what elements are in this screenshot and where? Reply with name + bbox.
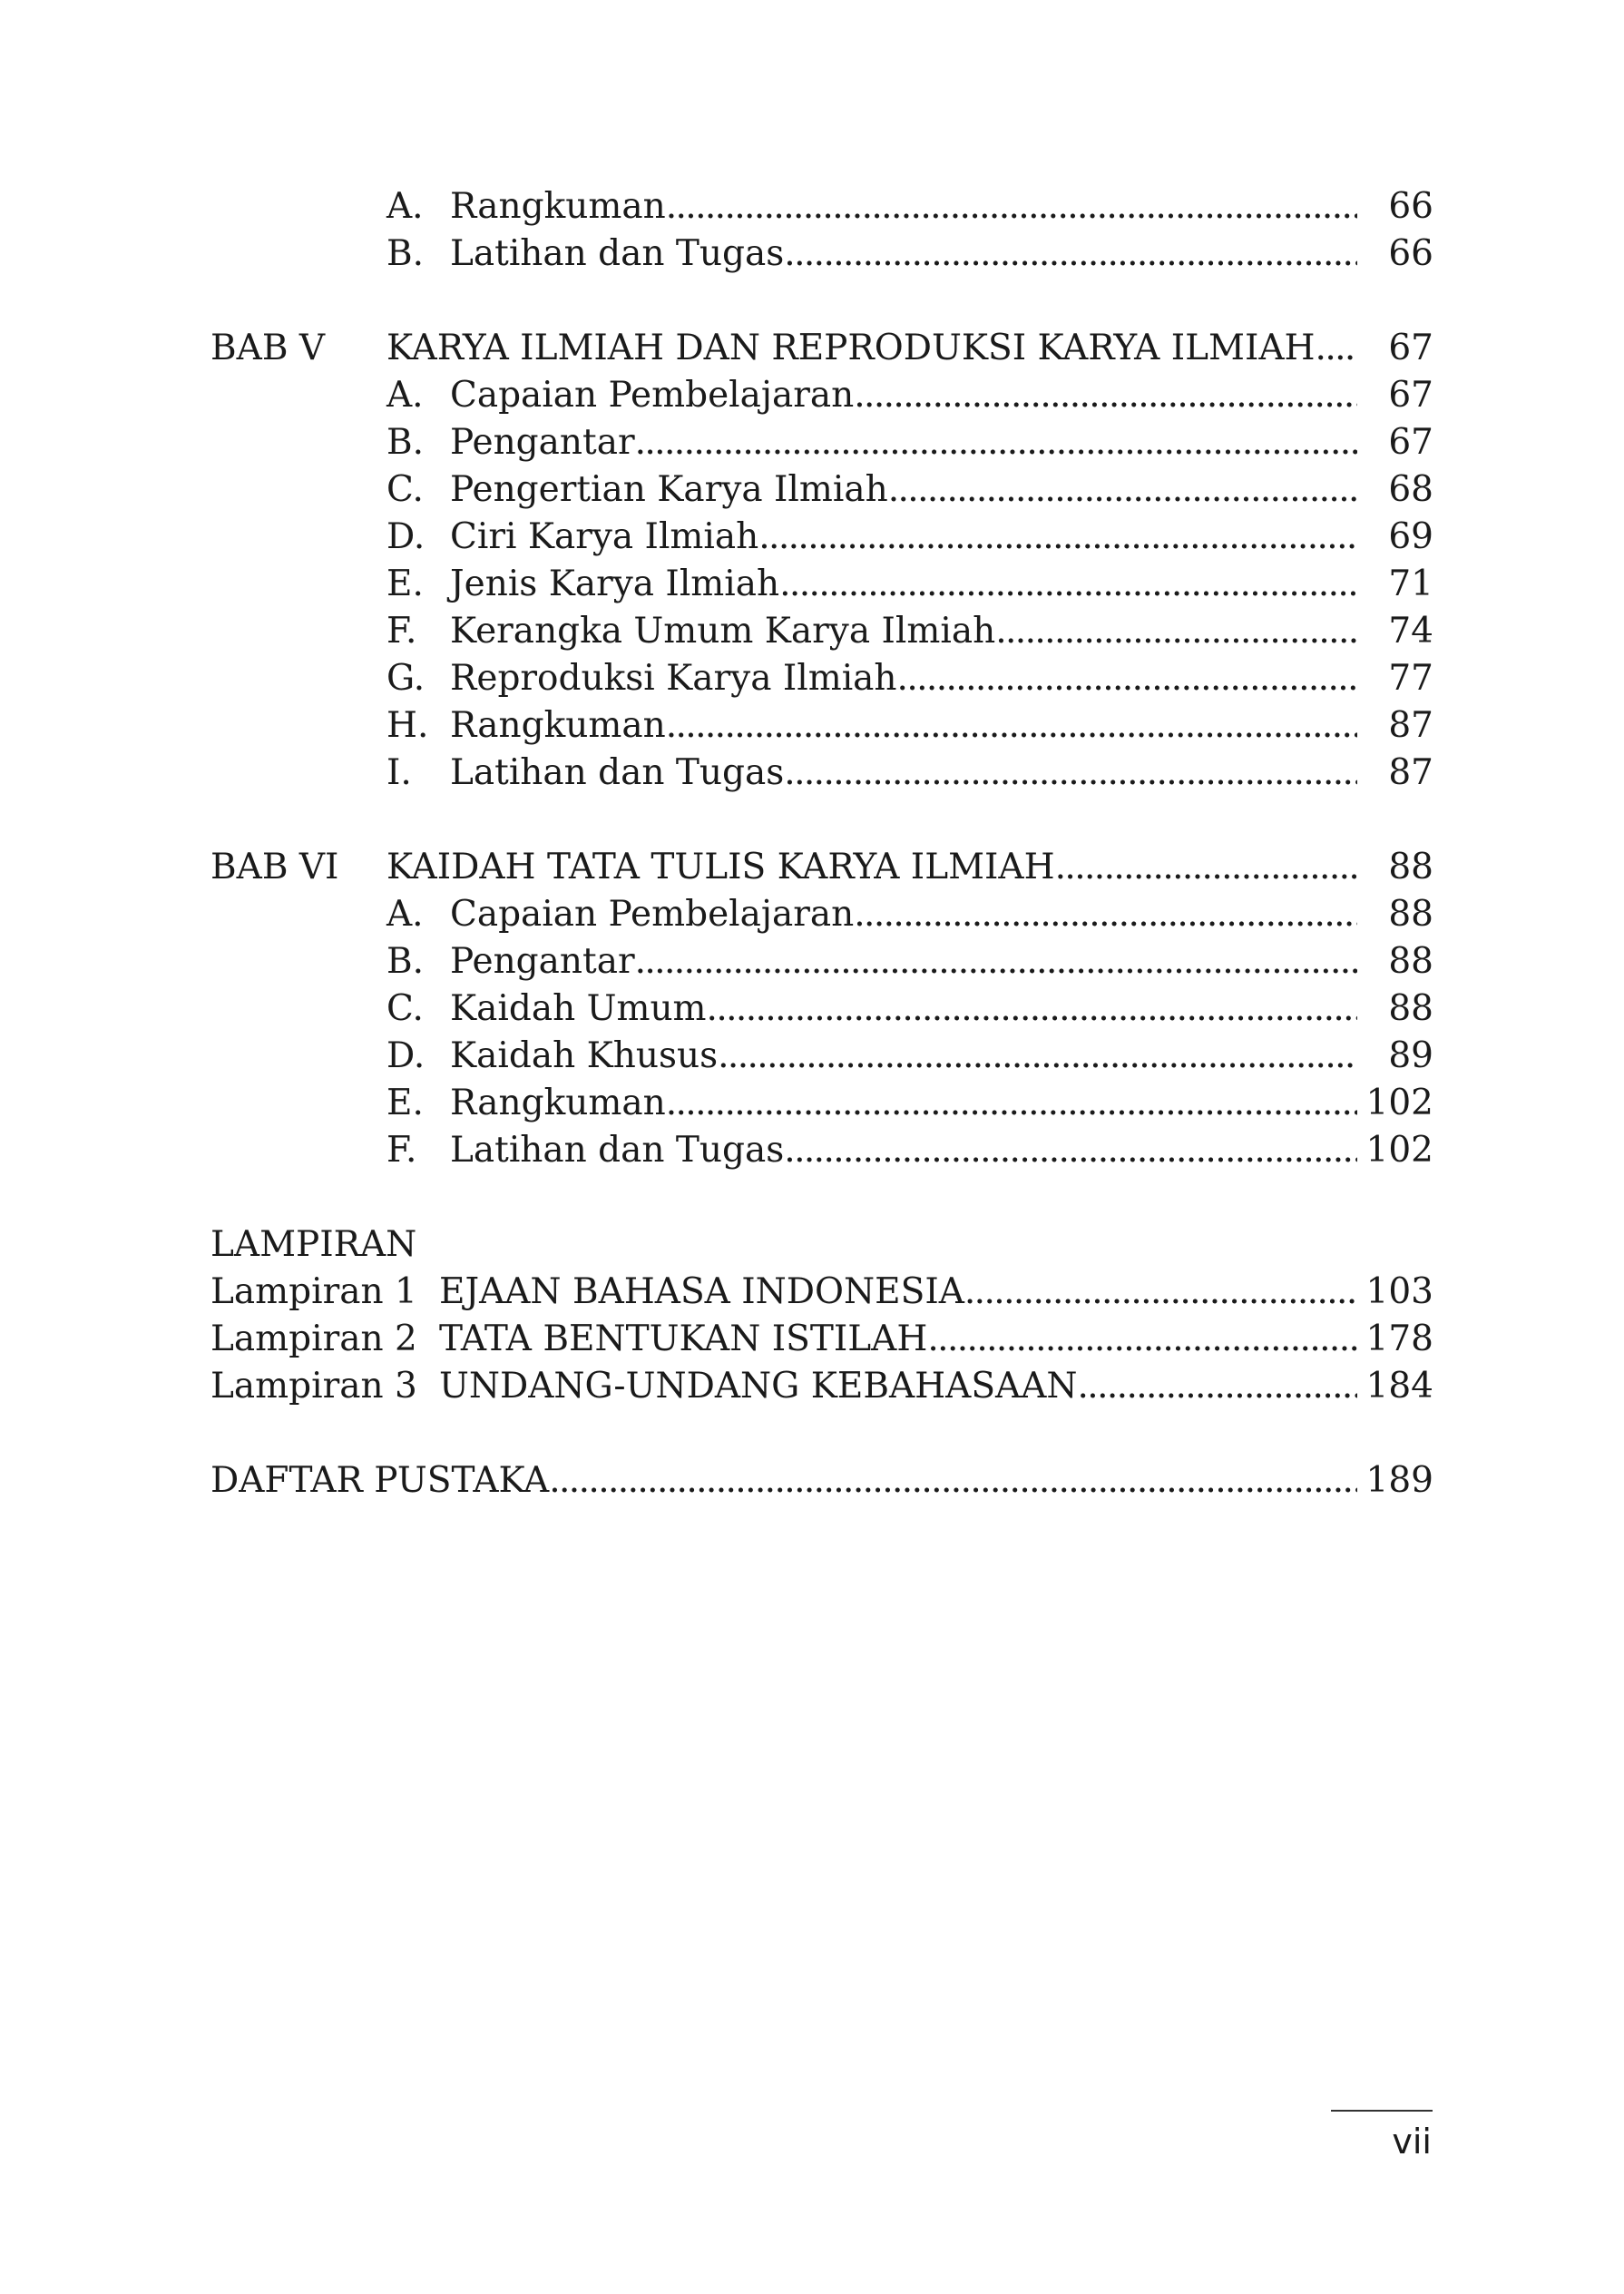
toc-marker: D. xyxy=(386,516,426,557)
toc-title: Capaian Pembelajaran xyxy=(450,375,855,416)
toc-line xyxy=(210,985,1433,1033)
dot-leader xyxy=(854,891,1357,938)
dot-leader xyxy=(995,608,1357,655)
toc-page: 69 xyxy=(1388,516,1433,557)
toc-entry xyxy=(450,655,1357,702)
toc-entry xyxy=(439,1363,1357,1410)
toc-entry xyxy=(450,466,1357,514)
toc-title: Latihan dan Tugas xyxy=(450,1130,785,1171)
dot-leader xyxy=(964,1269,1357,1316)
dot-leader xyxy=(635,938,1357,985)
chapter-label: BAB V xyxy=(210,328,326,368)
toc-title: DAFTAR PUSTAKA xyxy=(210,1460,550,1501)
dot-leader xyxy=(666,183,1357,230)
lampiran-label: Lampiran 1 xyxy=(210,1271,417,1312)
toc-marker: B. xyxy=(386,941,425,982)
toc-entry xyxy=(450,419,1357,466)
toc-page: 178 xyxy=(1365,1319,1433,1359)
toc-entry xyxy=(450,608,1357,655)
page-number: vii xyxy=(1392,2122,1432,2162)
toc-line xyxy=(210,891,1433,938)
toc-page: 89 xyxy=(1388,1035,1433,1076)
toc-entry xyxy=(450,938,1357,985)
dot-leader xyxy=(758,514,1357,561)
toc-chapter-line xyxy=(210,844,1433,891)
dot-leader xyxy=(784,750,1357,797)
toc-title: Rangkuman xyxy=(450,705,666,746)
lampiran-line xyxy=(210,1316,1433,1363)
toc-title: Pengantar xyxy=(450,422,635,463)
toc-entry xyxy=(386,844,1357,891)
toc-page: 68 xyxy=(1388,469,1433,510)
lampiran-label: Lampiran 2 xyxy=(210,1319,417,1359)
toc-line xyxy=(210,1080,1433,1127)
toc-title: Jenis Karya Ilmiah xyxy=(450,564,780,604)
toc-line xyxy=(210,1127,1433,1174)
dot-leader xyxy=(1078,1363,1358,1410)
toc-page: 71 xyxy=(1388,564,1433,604)
toc-page: 102 xyxy=(1365,1130,1433,1171)
toc-marker: A. xyxy=(386,375,424,416)
toc-title: Kaidah Khusus xyxy=(450,1035,719,1076)
dot-leader xyxy=(718,1033,1357,1080)
toc-entry xyxy=(450,372,1357,419)
toc-page: 102 xyxy=(1365,1083,1433,1123)
toc-page: 74 xyxy=(1388,611,1433,652)
toc-line xyxy=(210,230,1433,278)
toc-line xyxy=(210,702,1433,750)
toc-title: Rangkuman xyxy=(450,1083,666,1123)
toc-title: Pengantar xyxy=(450,941,635,982)
toc-page: 189 xyxy=(1365,1460,1433,1501)
dot-leader xyxy=(779,561,1357,608)
toc-title: Ciri Karya Ilmiah xyxy=(450,516,759,557)
footer-rule xyxy=(1331,2110,1433,2112)
toc-marker: A. xyxy=(386,894,424,935)
dot-leader xyxy=(1055,844,1357,891)
toc-marker: I. xyxy=(386,752,412,793)
toc-entry xyxy=(450,230,1357,278)
toc-page: 103 xyxy=(1365,1271,1433,1312)
toc-page: 88 xyxy=(1388,941,1433,982)
dot-leader xyxy=(784,230,1357,278)
toc-marker: C. xyxy=(386,988,424,1029)
toc-page: 184 xyxy=(1365,1366,1433,1407)
toc-entry xyxy=(450,514,1357,561)
toc-marker: G. xyxy=(386,658,426,699)
toc-title: UNDANG-UNDANG KEBAHASAAN xyxy=(439,1366,1078,1407)
toc-line xyxy=(210,372,1433,419)
toc-entry xyxy=(450,183,1357,230)
toc-marker: F. xyxy=(386,1130,417,1171)
daftar-pustaka-line xyxy=(210,1457,1433,1505)
toc-marker: D. xyxy=(386,1035,426,1076)
toc-page: 88 xyxy=(1388,988,1433,1029)
toc-line xyxy=(210,655,1433,702)
toc-marker: E. xyxy=(386,1083,424,1123)
toc-page: 87 xyxy=(1388,752,1433,793)
toc-page: 66 xyxy=(1388,233,1433,274)
toc-title: Kaidah Umum xyxy=(450,988,707,1029)
lampiran-line xyxy=(210,1363,1433,1410)
dot-leader xyxy=(666,1080,1357,1127)
toc-title: KARYA ILMIAH DAN REPRODUKSI KARYA ILMIAH xyxy=(386,328,1316,368)
toc-title: Capaian Pembelajaran xyxy=(450,894,855,935)
toc-line xyxy=(210,514,1433,561)
toc-marker: H. xyxy=(386,705,429,746)
dot-leader xyxy=(784,1127,1357,1174)
dot-leader xyxy=(635,419,1357,466)
toc-title: EJAAN BAHASA INDONESIA xyxy=(439,1271,964,1312)
toc-title: Latihan dan Tugas xyxy=(450,233,785,274)
lampiran-line xyxy=(210,1269,1433,1316)
toc-line xyxy=(210,608,1433,655)
toc-title: Kerangka Umum Karya Ilmiah xyxy=(450,611,996,652)
toc-marker: A. xyxy=(386,186,424,227)
toc-page: 88 xyxy=(1388,847,1433,887)
chapter-label: BAB VI xyxy=(210,847,339,887)
toc-marker: E. xyxy=(386,564,424,604)
toc-marker: F. xyxy=(386,611,417,652)
toc-entry xyxy=(450,750,1357,797)
toc-entry xyxy=(450,1033,1357,1080)
toc-title: Rangkuman xyxy=(450,186,666,227)
toc-page: 67 xyxy=(1388,375,1433,416)
toc-entry xyxy=(450,985,1357,1033)
toc-page: 77 xyxy=(1388,658,1433,699)
dot-leader xyxy=(897,655,1357,702)
toc-entry xyxy=(450,561,1357,608)
toc-marker: B. xyxy=(386,422,425,463)
toc-entry xyxy=(450,702,1357,750)
toc-title: TATA BENTUKAN ISTILAH xyxy=(439,1319,928,1359)
toc-entry xyxy=(450,1080,1357,1127)
toc-entry xyxy=(450,891,1357,938)
toc-page: 87 xyxy=(1388,705,1433,746)
toc-page: 66 xyxy=(1388,186,1433,227)
dot-leader xyxy=(549,1457,1357,1505)
lampiran-heading: LAMPIRAN xyxy=(210,1224,417,1265)
toc-title: Pengertian Karya Ilmiah xyxy=(450,469,888,510)
toc-line xyxy=(210,183,1433,230)
toc-title: Latihan dan Tugas xyxy=(450,752,785,793)
dot-leader xyxy=(666,702,1357,750)
toc-line xyxy=(210,938,1433,985)
dot-leader xyxy=(707,985,1357,1033)
toc-marker: B. xyxy=(386,233,425,274)
toc-page: 67 xyxy=(1388,422,1433,463)
toc-title: KAIDAH TATA TULIS KARYA ILMIAH xyxy=(386,847,1055,887)
toc-entry xyxy=(439,1269,1357,1316)
toc-line xyxy=(210,750,1433,797)
toc-entry xyxy=(439,1316,1357,1363)
toc-line xyxy=(210,466,1433,514)
toc-chapter-line xyxy=(210,325,1433,372)
toc-entry xyxy=(450,1127,1357,1174)
toc-page: 67 xyxy=(1388,328,1433,368)
toc-marker: C. xyxy=(386,469,424,510)
toc-page: 88 xyxy=(1388,894,1433,935)
toc-entry xyxy=(386,325,1357,372)
lampiran-label: Lampiran 3 xyxy=(210,1366,417,1407)
dot-leader xyxy=(854,372,1357,419)
dot-leader xyxy=(888,466,1357,514)
toc-line xyxy=(210,1033,1433,1080)
dot-leader xyxy=(927,1316,1357,1363)
toc-entry xyxy=(210,1457,1357,1505)
toc-line xyxy=(210,419,1433,466)
toc-title: Reproduksi Karya Ilmiah xyxy=(450,658,897,699)
toc-line xyxy=(210,561,1433,608)
